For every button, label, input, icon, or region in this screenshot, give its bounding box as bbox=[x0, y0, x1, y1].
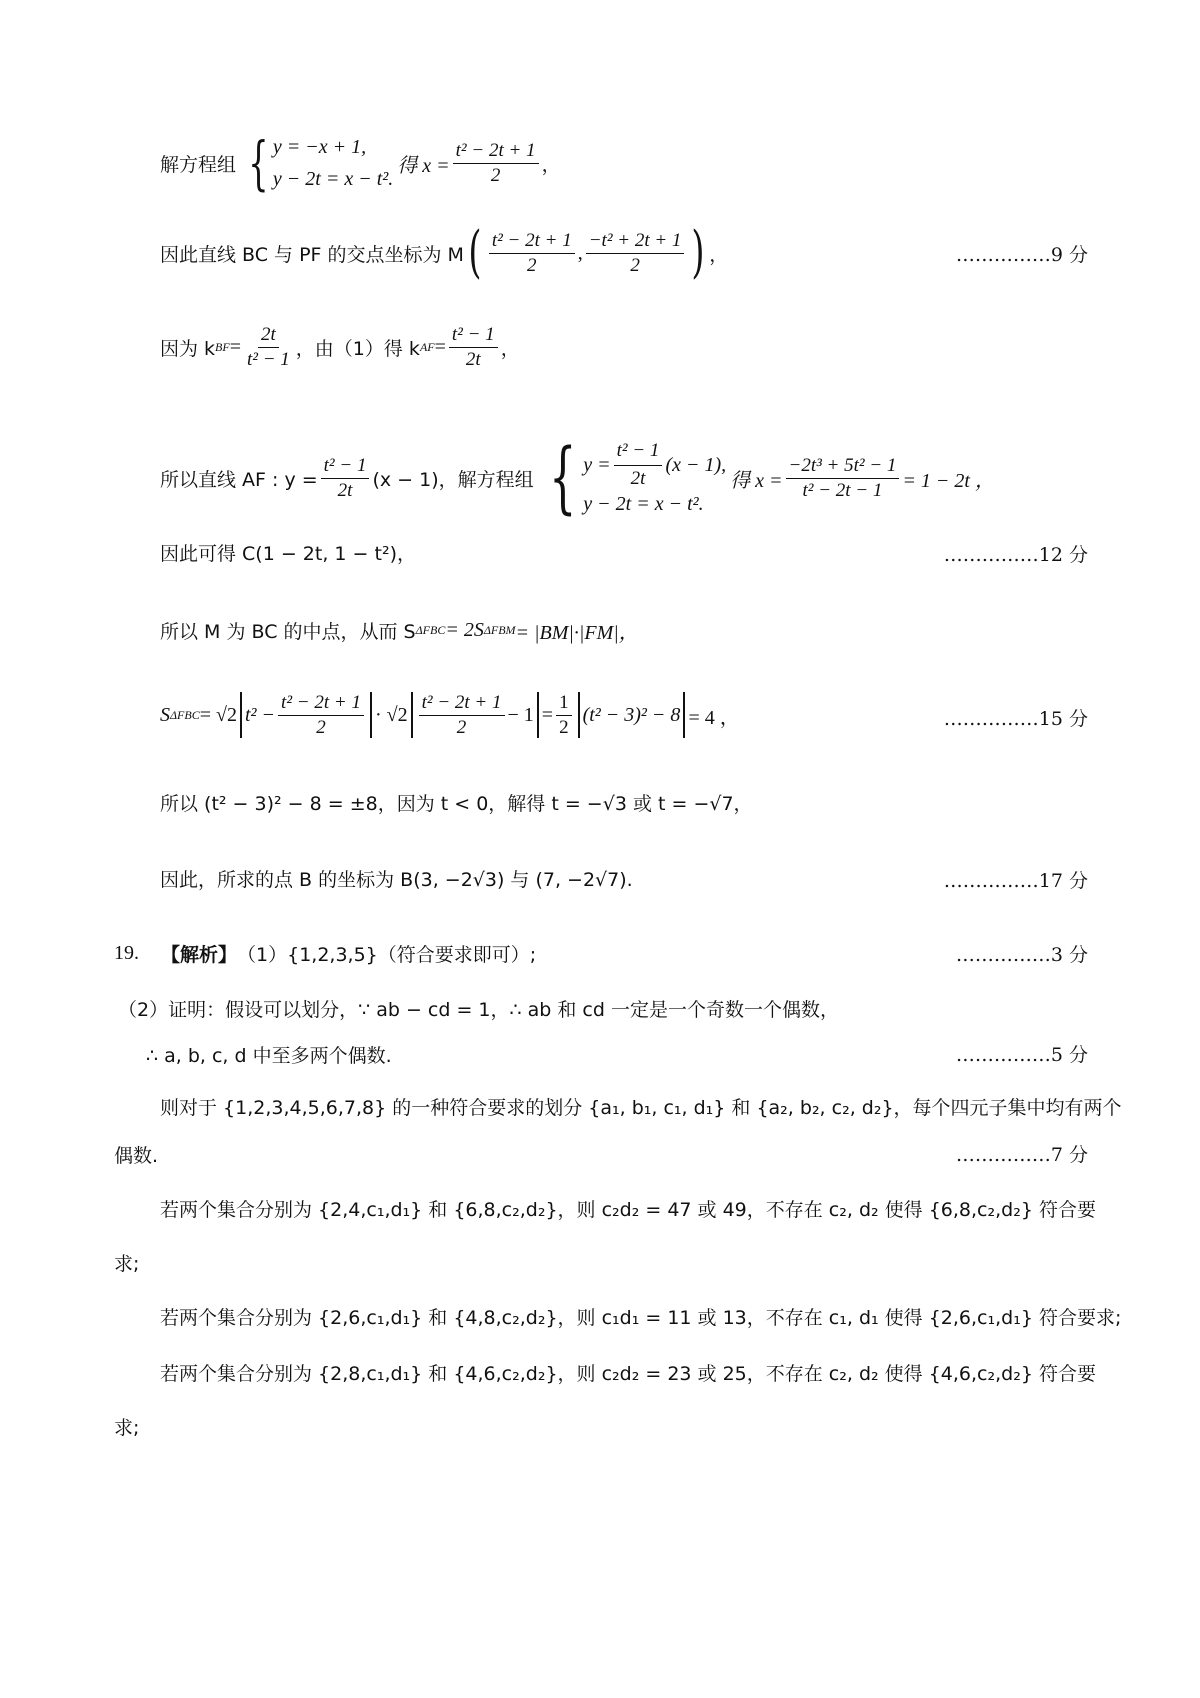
solve-system-line-1 bbox=[160, 128, 1090, 198]
denominator: 2 bbox=[316, 716, 326, 738]
text: 求; bbox=[114, 1416, 140, 1439]
abs-bar bbox=[411, 692, 413, 738]
text: 因此直线 BC 与 PF 的交点坐标为 M bbox=[160, 243, 464, 266]
text: S bbox=[160, 703, 170, 726]
equation-system bbox=[240, 131, 393, 195]
brace-icon: { bbox=[548, 433, 577, 523]
slope-line bbox=[160, 316, 1090, 378]
denominator: 2 bbox=[456, 716, 467, 738]
denominator: t² − 2t − 1 bbox=[802, 479, 883, 501]
proof-line-2 bbox=[146, 1036, 1090, 1072]
equation-system bbox=[538, 433, 727, 523]
denominator: 2t bbox=[337, 479, 353, 501]
text: = 2S bbox=[445, 618, 484, 641]
denominator: 2t bbox=[465, 348, 481, 370]
paren-open: ( bbox=[468, 220, 482, 285]
analysis-tag: 【解析】 bbox=[161, 943, 238, 966]
numerator: t² − 2t + 1 bbox=[278, 692, 364, 716]
text: ，由（1）得 k bbox=[295, 337, 420, 360]
case-line-2 bbox=[160, 1296, 1122, 1336]
subscript: ΔFBM bbox=[483, 622, 516, 637]
text: − 1 bbox=[507, 703, 534, 726]
fraction bbox=[786, 455, 900, 502]
text: = √2 bbox=[199, 703, 237, 726]
brace-icon: { bbox=[248, 129, 269, 197]
text: 所以直线 AF : y = bbox=[160, 468, 318, 491]
score-marker: ……………9 分 bbox=[955, 244, 1088, 266]
case-line-3 bbox=[160, 1352, 1096, 1392]
case-line-1 bbox=[160, 1188, 1096, 1228]
text: ， bbox=[541, 153, 561, 176]
numerator: −2t³ + 5t² − 1 bbox=[786, 455, 900, 479]
denominator: t² − 1 bbox=[247, 348, 290, 370]
system-row: y − 2t = x − t². bbox=[272, 168, 394, 190]
numerator: 1 bbox=[556, 692, 572, 716]
fraction bbox=[556, 692, 572, 739]
fraction bbox=[419, 692, 505, 739]
numerator: t² − 1 bbox=[449, 324, 498, 348]
denominator: 2 bbox=[527, 254, 537, 276]
text: ， bbox=[500, 337, 520, 360]
text: 所以 M 为 BC 的中点，从而 S bbox=[160, 620, 416, 643]
text: 得 x = bbox=[397, 154, 450, 177]
abs-bar bbox=[240, 692, 242, 738]
fraction bbox=[449, 324, 498, 371]
numerator: 2t bbox=[258, 324, 279, 348]
score-marker: ……………17 分 bbox=[943, 870, 1088, 892]
system-row: y = −x + 1, bbox=[272, 136, 367, 158]
score-marker: ……………7 分 bbox=[955, 1144, 1088, 1166]
intersection-line: 因此直线 BC 与 PF 的交点坐标为 M ( $\frac{\text{t² − 2t + 1}}{2}$ , $\frac{\text{−t² + 2t + 1}}{2}$ ) ， bbox=[160, 220, 729, 285]
text: = bbox=[229, 335, 241, 358]
subscript: AF bbox=[419, 339, 435, 354]
text: 解方程组 bbox=[160, 153, 237, 176]
denominator: 2 bbox=[559, 716, 569, 738]
numerator: t² − 2t + 1 bbox=[489, 230, 575, 254]
fraction bbox=[244, 324, 293, 371]
text: 则对于 {1,2,3,4,5,6,7,8} 的一种符合要求的划分 {a₁, b₁, c₁, d₁} 和 {a₂, b₂, c₂, d₂}，每个四元子集中均有两个 bbox=[160, 1096, 1122, 1119]
numerator: t² − 2t + 1 bbox=[453, 140, 539, 164]
text: = |BM|·|FM|， bbox=[515, 621, 639, 644]
proof-line-4 bbox=[114, 1136, 1090, 1172]
problem-19-heading bbox=[114, 935, 1090, 971]
text: (x − 1)，解方程组 bbox=[372, 468, 534, 491]
text: (x − 1), bbox=[665, 454, 727, 476]
text: = bbox=[541, 703, 554, 726]
text: 求; bbox=[114, 1252, 140, 1275]
text: = 1 − 2t ， bbox=[902, 469, 995, 492]
subscript: BF bbox=[215, 339, 230, 354]
text: ， bbox=[709, 243, 729, 266]
text: 若两个集合分别为 {2,6,c₁,d₁} 和 {4,8,c₂,d₂}，则 c₁d₁ = 11 或 13，不存在 c₁, d₁ 使得 {2,6,c₁,d₁} 符合要求; bbox=[160, 1306, 1122, 1329]
numerator: t² − 1 bbox=[321, 455, 370, 479]
fraction bbox=[278, 692, 364, 739]
abs-bar bbox=[578, 692, 580, 738]
abs-bar bbox=[537, 692, 539, 738]
fraction bbox=[489, 230, 575, 277]
line-af-line bbox=[160, 433, 1090, 523]
proof-line-3 bbox=[160, 1086, 1122, 1126]
solve-t-line bbox=[160, 784, 1090, 820]
numerator: t² − 1 bbox=[614, 439, 663, 466]
text: 若两个集合分别为 {2,4,c₁,d₁} 和 {6,8,c₂,d₂}，则 c₂d₂ = 47 或 49，不存在 c₂, d₂ 使得 {6,8,c₂,d₂} 符合要 bbox=[160, 1198, 1096, 1221]
problem-number: 19. bbox=[114, 941, 139, 964]
score-marker: ……………5 分 bbox=[955, 1044, 1088, 1066]
text: （2）证明：假设可以划分，∵ ab − cd = 1，∴ ab 和 cd 一定是一个奇数一个偶数， bbox=[118, 998, 839, 1021]
text: 因为 k bbox=[160, 337, 216, 360]
subscript: ΔFBC bbox=[170, 707, 200, 722]
fraction bbox=[586, 230, 685, 277]
text: 因此可得 C(1 − 2t, 1 − t²)， bbox=[160, 542, 416, 565]
fraction bbox=[453, 140, 539, 187]
paren-close: ) bbox=[691, 220, 705, 285]
subscript: ΔFBC bbox=[415, 622, 446, 637]
abs-bar bbox=[683, 692, 685, 738]
text: = 4 ， bbox=[688, 706, 740, 729]
proof-line-1 bbox=[118, 990, 1090, 1026]
denominator: 2t bbox=[630, 467, 646, 489]
system-row: y − 2t = x − t². bbox=[583, 493, 704, 516]
fraction bbox=[321, 455, 370, 502]
text: 因此，所求的点 B 的坐标为 B(3, −2√3) 与 (7, −2√7). bbox=[160, 868, 633, 891]
score-marker: ……………15 分 bbox=[943, 708, 1088, 730]
case-line-3-cont bbox=[114, 1408, 1090, 1444]
system-row bbox=[583, 439, 726, 491]
text: t² − bbox=[244, 703, 276, 726]
text: 所以 (t² − 3)² − 8 = ±8，因为 t < 0，解得 t = −√3 或 t = −√7， bbox=[160, 792, 753, 815]
text: · √2 bbox=[374, 703, 408, 726]
denominator: 2 bbox=[490, 164, 501, 186]
text: y = bbox=[583, 454, 611, 476]
text: (t² − 3)² − 8 bbox=[582, 703, 681, 726]
case-line-1-cont bbox=[114, 1244, 1090, 1280]
score-marker: ……………12 分 bbox=[943, 544, 1088, 566]
fraction bbox=[614, 439, 663, 491]
score-marker: ……………3 分 bbox=[955, 944, 1088, 966]
numerator: t² − 2t + 1 bbox=[419, 692, 505, 716]
text: 若两个集合分别为 {2,8,c₁,d₁} 和 {4,6,c₂,d₂}，则 c₂d₂ = 23 或 25，不存在 c₂, d₂ 使得 {4,6,c₂,d₂} 符合要 bbox=[160, 1362, 1096, 1385]
midpoint-line bbox=[160, 612, 1090, 648]
text: 得 x = bbox=[730, 469, 783, 492]
text: 偶数. bbox=[114, 1144, 159, 1167]
denominator: 2 bbox=[630, 254, 640, 276]
text: ∴ a, b, c, d 中至多两个偶数. bbox=[146, 1044, 392, 1067]
abs-bar bbox=[370, 692, 372, 738]
numerator: −t² + 2t + 1 bbox=[586, 230, 685, 254]
text: = bbox=[434, 335, 446, 358]
text: （1）{1,2,3,5}（符合要求即可）; bbox=[237, 943, 537, 966]
